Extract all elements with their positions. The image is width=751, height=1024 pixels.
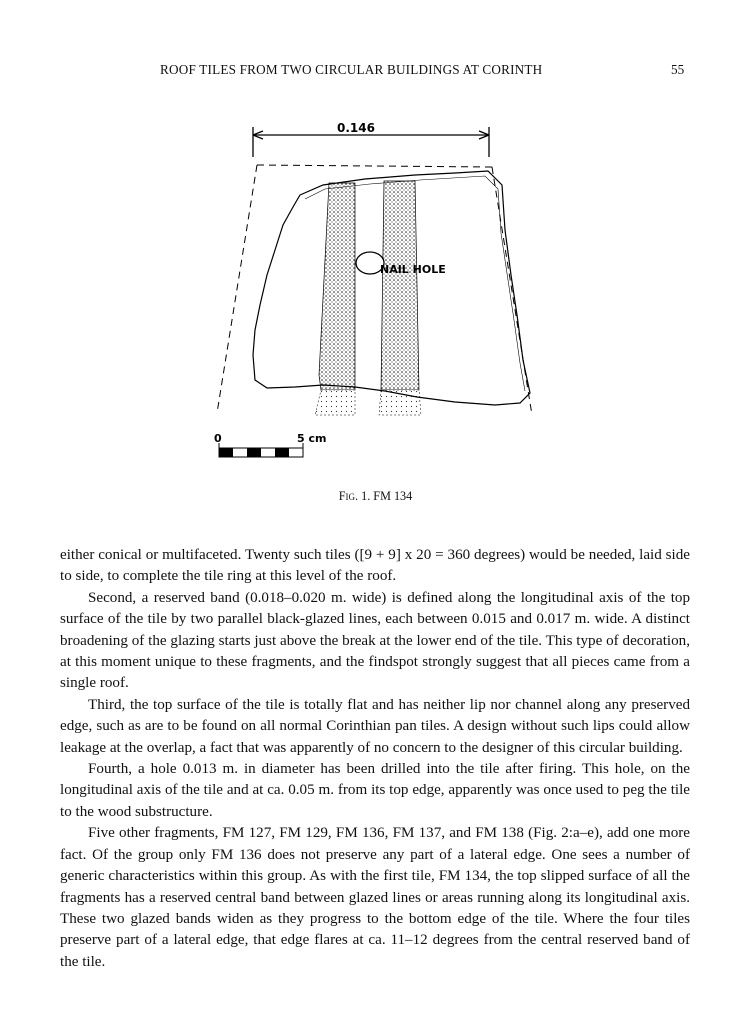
paragraph: Second, a reserved band (0.018–0.020 m. wide) is defined along the longitudinal axis of the top surface of the tile by two parallel black-glazed lines, each between 0.015 and 0.017 m. wide. A distinct broadening of the glazing starts just above the break at the lower end of the tile. This type of decoration, at this moment unique to these fragments, and the findspot strongly suggest that all pieces came from a single roof. [60,589,690,692]
scale-five: 5 cm [297,432,327,445]
paragraph: either conical or multifaceted. Twenty such tiles ([9 + 9] x 20 = 360 degrees) would be needed, laid side to side, to complete the tile ring at this level of the roof. [60,547,690,585]
scale-bar [219,443,303,457]
paragraph: Fourth, a hole 0.013 m. in diameter has been drilled into the tile after firing. This hole, on the longitudinal axis of the tile and at ca. 0.05 m. from its top edge, apparently was once used to peg the tile to the wood substructure. [60,761,690,820]
scale-zero: 0 [214,432,222,445]
paragraph: Third, the top surface of the tile is totally flat and has neither lip nor channel along any preserved edge, such as are to be found on all normal Corinthian pan tiles. A design without such lips could allow leakage at the overlap, a fact that was apparently of no concern to the designer of this circular building. [60,696,690,756]
figure-drawing [205,115,555,465]
running-title: ROOF TILES FROM TWO CIRCULAR BUILDINGS AT CORINTH [160,62,543,77]
dimension-label: 0.146 [337,121,375,135]
glazed-band-right [381,181,419,390]
tile-outline [217,165,532,415]
glazed-band-left [319,183,355,390]
paragraph: Five other fragments, FM 127, FM 129, FM 136, FM 137, and FM 138 (Fig. 2:a–e), add one more fact. Of the group only FM 136 does not preserve any part of a lateral edge. One sees a number of generic characteristics within this group. As with the first tile, FM 134, the top slipped surface of all the fragments has a reserved central band between glazed lines or areas running along its longitudinal axis. These two glazed bands widen as they progress to the bottom edge of the tile. Where the four tiles preserve part of a lateral edge, that edge flares at ca. 11–12 degrees from the central reserved band of the tile. [60,825,690,970]
caption-rest: 1. FM 134 [361,489,413,503]
caption-prefix: Fig. [338,489,359,503]
nail-hole-label: NAIL HOLE [380,263,446,276]
body-text [60,545,690,973]
figure-caption [0,489,751,504]
page-number: 55 [671,62,685,77]
glazed-band-lower-left [315,390,355,415]
